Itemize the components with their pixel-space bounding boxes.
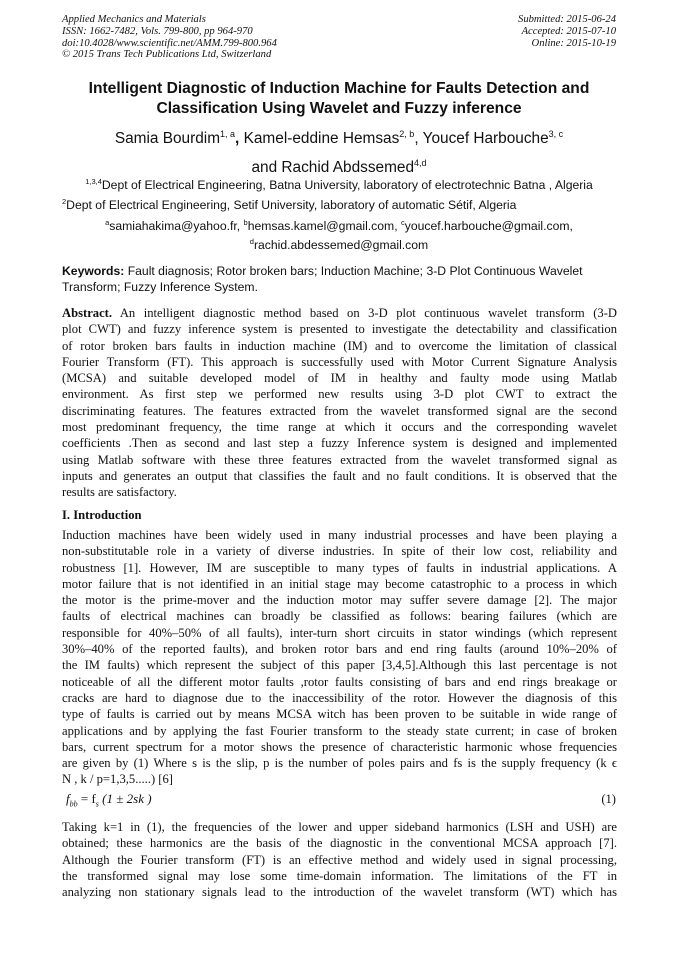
author-sup: 2, b <box>399 129 415 139</box>
line-text: robustness [1]. However, IM are susceptible to many types of faults in industrial applications. A <box>62 560 617 575</box>
line-text: non-substitutable role in a variety of diverse industries. In spite of their low cost, reliability and <box>62 544 617 559</box>
aff-text: Dept of Electrical Engineering, Batna University, laboratory of electrotechnic Batna , Algeria <box>101 178 593 193</box>
text-line <box>62 419 617 435</box>
line-text: most predominant frequency, the time range at which it occurs and the corresponding wavelet <box>62 420 617 435</box>
text-line <box>62 435 617 451</box>
email-link[interactable]: youcef.harbouche@gmail.com, <box>404 219 573 234</box>
line-text: coefficients .Then as second and last step a fuzzy Inference system is designed and implemented <box>62 436 617 451</box>
line-text: (MCSA) and suitable developed model of IM in healthy and faulty mode using Matlab <box>62 371 617 386</box>
author-name: and Rachid Abdssemed <box>251 159 415 177</box>
text-line <box>62 868 617 884</box>
text-line <box>62 321 617 337</box>
author-sup: 4,d <box>414 158 427 169</box>
line-text: using Matlab software with these three features extracted from the wavelet transformed signal as <box>62 452 617 467</box>
line-text: results are satisfactory. <box>62 485 177 500</box>
line-text: inputs and generates an output that classifies the fault and no fault conditions. It is observed that the <box>62 468 617 483</box>
keywords-label: Keywords: <box>62 264 125 278</box>
text-line <box>62 641 617 657</box>
eq-lhs: f <box>66 791 70 806</box>
text-line <box>62 370 617 386</box>
journal-name: Applied Mechanics and Materials <box>62 14 206 25</box>
text-line <box>62 706 617 722</box>
email-sup: c <box>400 218 405 227</box>
line-text: type of faults is carried out by means MCSA witch has been proven to be suitable in wide range of <box>62 707 617 722</box>
line-text: Induction machines have been widely used in many industrial processes and have been playing a <box>62 528 617 542</box>
journal-info <box>62 14 277 61</box>
authors: Samia Bourdim$^{1, a}$, Kamel-eddine Hemsas$^{2, b}$, Youcef Harbouche$^{3, c}$ and Rachid Abdssemed$^{4,d}$ <box>114 129 564 177</box>
email-sup: d <box>249 237 254 247</box>
line-text: 30%–40% of the reported faults), and broken rotor bars and end ring faults (around 10%–20% of <box>62 642 617 657</box>
text-line <box>62 755 617 771</box>
section-heading: I. Introduction <box>62 508 142 522</box>
line-text: Although the Fourier transform (FT) is an effective method and widely used in signal processing, <box>62 852 617 867</box>
doi: doi:10.4028/www.scientific.net/AMM.799-800.964 <box>62 37 277 49</box>
line-text: noticeable of all the different motor faults ,rotor faults consisting of bars and end rings breakage or <box>62 674 617 689</box>
author-name: Youcef Harbouche <box>422 130 549 148</box>
text-line <box>62 452 617 468</box>
author-sup: 1, a <box>220 129 236 139</box>
equation-number: (1) <box>601 792 616 806</box>
text-line <box>62 723 617 739</box>
text-line <box>62 560 617 576</box>
eq-sub: bb <box>69 799 78 809</box>
eq-sub: s <box>95 799 99 809</box>
text-line <box>62 852 617 868</box>
emails <box>40 215 638 253</box>
online-date: Online: 2015-10-19 <box>531 37 616 49</box>
text-line <box>62 576 617 592</box>
author-name: Kamel-eddine Hemsas <box>243 130 400 148</box>
line-text: motor failure that is not identified in an initial stage may become catastrophic to a process in which <box>62 576 617 591</box>
affiliation-2 <box>62 194 516 213</box>
aff-sup: 1,3,4 <box>85 177 102 186</box>
line-text: Taking k=1 in (1), the frequencies of the lower and upper sideband harmonics (LSH and USH) are <box>62 820 617 834</box>
accepted-date: Accepted: 2015-07-10 <box>521 25 616 37</box>
text-line <box>62 690 617 706</box>
text-line <box>62 835 617 851</box>
line-text: responsible for 40%–50% of all faults), inter-turn short circuits in stator windings (which represent <box>62 625 617 640</box>
email-link[interactable]: rachid.abdessemed@gmail.com <box>253 238 429 253</box>
abstract <box>62 305 617 501</box>
line-text: bars, current spectrum for a motor shows the presence of characteristic harmonic whose frequencies <box>62 739 617 754</box>
text-line <box>62 305 617 321</box>
text-line <box>62 771 617 787</box>
title-line: Classification Using Wavelet and Fuzzy inference <box>156 100 522 117</box>
line-text: the transformed signal may lose some time-domain information. The limitations of the FT in <box>62 868 617 883</box>
affiliation-1 <box>40 174 638 193</box>
text-line <box>62 354 617 370</box>
text-line <box>62 625 617 641</box>
text-line <box>62 386 617 402</box>
text-line <box>62 657 617 673</box>
submitted-date: Submitted: 2015-06-24 <box>518 14 616 25</box>
text-line <box>62 674 617 690</box>
eq-equals: = f <box>77 791 96 806</box>
email-link[interactable]: samiahakima@yahoo.fr, <box>109 219 241 234</box>
text-line <box>62 884 617 900</box>
email-sup: a <box>105 218 110 227</box>
line-text: Fourier Transform (FT). This approach is successfully used with Motor Current Signature Analysis <box>62 354 617 369</box>
keywords-text: Fault diagnosis; Rotor broken bars; Induction Machine; 3-D Plot Continuous Wavelet Transform; Fuzzy Inference System. <box>62 264 583 294</box>
line-text: plot CWT) and fuzzy inference system is presented to investigate the detectability and classification <box>62 322 617 337</box>
aff-sup: 2 <box>62 197 67 206</box>
line-text: environment. As first step we performed new results using 3-D plot CWT to extract the <box>62 387 617 402</box>
issn: ISSN: 1662-7482, Vols. 799-800, pp 964-970 <box>62 25 253 37</box>
text-line <box>62 468 617 484</box>
text-line <box>62 403 617 419</box>
line-text: are given by (1) Where s is the slip, p is the number of poles pairs and fs is the supply frequency (k ϵ <box>62 756 617 771</box>
line-text: applications and by applying the fast Fourier transform to the steady state current; in case of broken <box>62 723 617 738</box>
text-line <box>62 819 617 835</box>
line-text: cracks are hard to diagnose due to the inaccessibility of the rotor. However the diagnosis of this <box>62 690 617 705</box>
line-text: discriminating features. The features extracted from the wavelet transformed signal are the second <box>62 403 617 418</box>
post-equation-text <box>62 819 617 900</box>
text-line <box>62 543 617 559</box>
eq-rhs: (1 ± 2sk ) <box>98 791 152 806</box>
text-line <box>62 608 617 624</box>
line-text: faults of electrical machines can broadly be classified as follows: bearing failures (which are <box>62 609 617 624</box>
introduction-text <box>62 527 617 788</box>
text-line <box>62 484 617 500</box>
email-sup: b <box>243 218 248 227</box>
aff-text: Dept of Electrical Engineering, Setif University, laboratory of automatic Sétif, Algeria <box>66 198 517 213</box>
author-sup: 3, c <box>548 129 564 139</box>
line-text: of rotor broken bars faults in induction machine (IM) and to overcome the limitation of classical <box>62 338 617 353</box>
copyright: © 2015 Trans Tech Publications Ltd, Switzerland <box>62 49 272 61</box>
email-link[interactable]: hemsas.kamel@gmail.com, <box>247 219 398 234</box>
dates-info <box>518 14 616 49</box>
line-text: analyzing non stationary signals lead to the introduction of the wavelet transform (WT) which has <box>62 885 617 900</box>
line-text: An intelligent diagnostic method based on 3-D plot continuous wavelet transform (3-D <box>119 306 617 320</box>
text-line <box>62 338 617 354</box>
line-text: the IM faults) which represent the subject of this paper [3,4,5].Although this last percentage is not <box>62 658 617 673</box>
title-line: Intelligent Diagnostic of Induction Machine for Faults Detection and <box>88 80 590 97</box>
paper-title <box>40 79 638 119</box>
line-text: obtained; these harmonics are the basis of the diagnostic in the conventional MCSA approach [7]. <box>62 836 617 851</box>
author-name: Samia Bourdim <box>114 130 221 148</box>
abstract-label: Abstract. <box>62 306 113 320</box>
text-line <box>62 739 617 755</box>
equation-1 <box>66 791 152 809</box>
text-line <box>62 592 617 608</box>
keywords <box>62 263 617 295</box>
line-text: N , k / p=1,3,5.....) [6] <box>62 772 173 787</box>
line-text: the motor is the prime-mover and the induction motor may suffer severe damage [2]. The major <box>62 593 617 608</box>
text-line <box>62 527 617 543</box>
